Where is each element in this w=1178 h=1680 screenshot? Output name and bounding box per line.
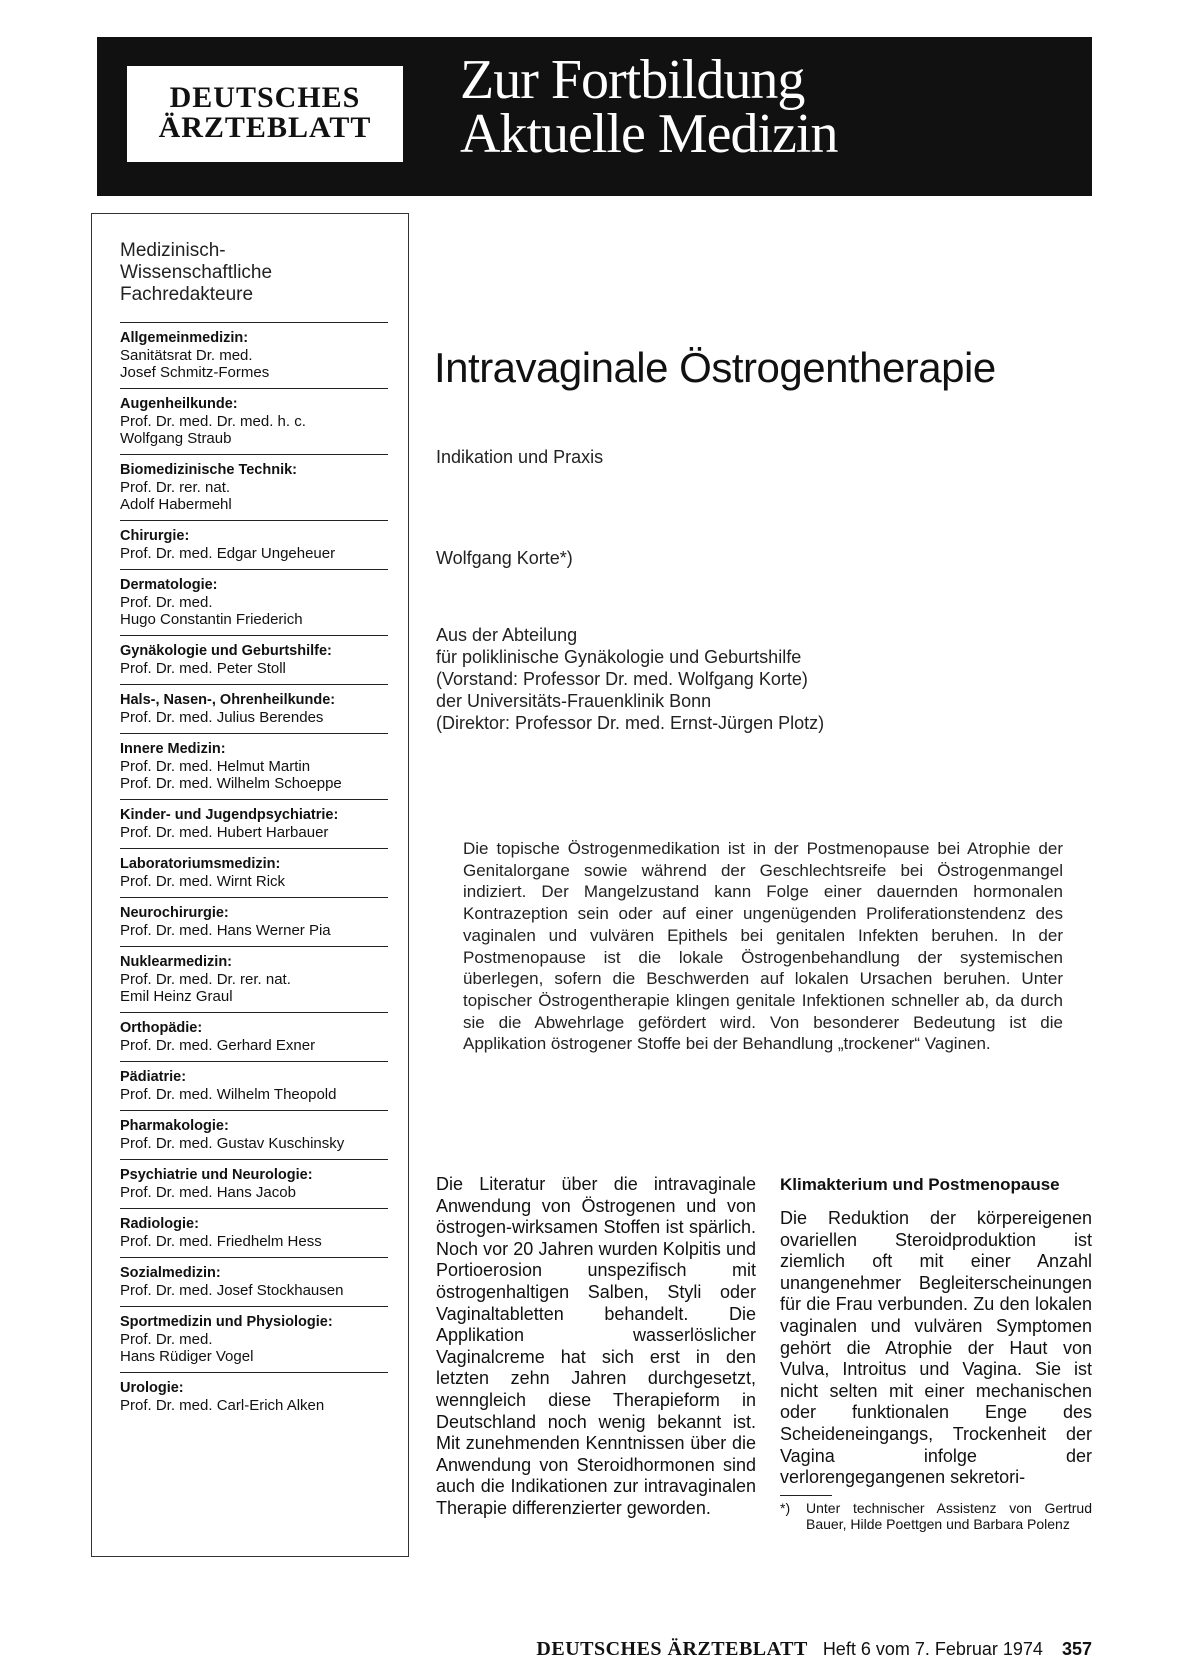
editor-field: Radiologie:	[120, 1216, 199, 1232]
editor-name: Prof. Dr. med. Hubert Harbauer	[120, 824, 329, 841]
section-heading: Klimakterium und Postmenopause	[780, 1175, 1060, 1194]
affiliation-line: (Direktor: Professor Dr. med. Ernst-Jürgen Plotz)	[436, 713, 825, 733]
body-column-2	[780, 1174, 1092, 1532]
section-title-line-1: Zur Fortbildung	[460, 49, 805, 111]
section-title-line-2: Aktuelle Medizin	[460, 103, 838, 165]
editor-field: Urologie:	[120, 1380, 184, 1396]
editor-entry	[120, 322, 388, 388]
article-title: Intravaginale Östrogentherapie	[434, 344, 996, 391]
editor-name: Josef Schmitz-Formes	[120, 364, 270, 381]
page-number: 357	[1061, 1639, 1092, 1659]
editor-entry	[120, 946, 388, 1012]
editor-name: Prof. Dr. med. Friedhelm Hess	[120, 1233, 322, 1250]
section-title	[460, 49, 838, 165]
editor-entry	[120, 1306, 388, 1372]
editor-name: Prof. Dr. med. Carl-Erich Alken	[120, 1397, 325, 1414]
editor-name: Prof. Dr. med. Wilhelm Theopold	[120, 1086, 337, 1103]
editor-name: Prof. Dr. med. Hans Werner Pia	[120, 922, 331, 939]
editors-sidebar	[91, 213, 409, 1557]
editor-entry	[120, 1159, 388, 1208]
editor-field: Laboratoriumsmedizin:	[120, 856, 281, 872]
editor-field: Augenheilkunde:	[120, 396, 238, 412]
editors-heading	[120, 240, 380, 306]
header-banner	[97, 37, 1092, 196]
editor-name: Prof. Dr. med. Wirnt Rick	[120, 873, 286, 890]
editor-name: Prof. Dr. med. Josef Stockhausen	[120, 1282, 344, 1299]
footer-journal: DEUTSCHES ÄRZTEBLATT	[536, 1638, 808, 1660]
editors-heading-line: Medizinisch-	[120, 240, 226, 261]
editor-field: Hals-, Nasen-, Ohrenheilkunde:	[120, 692, 336, 708]
editor-field: Orthopädie:	[120, 1020, 203, 1036]
article-author: Wolfgang Korte*)	[436, 548, 573, 568]
editor-entry	[120, 635, 388, 684]
editor-field: Chirurgie:	[120, 528, 190, 544]
affiliation-line: für poliklinische Gynäkologie und Geburtshilfe	[436, 647, 802, 667]
editor-entry	[120, 569, 388, 635]
editor-name: Prof. Dr. med. Helmut Martin	[120, 758, 311, 775]
logo-line-1: DEUTSCHES	[169, 81, 361, 114]
editor-name: Prof. Dr. med. Gustav Kuschinsky	[120, 1135, 345, 1152]
editor-name: Prof. Dr. med. Edgar Ungeheuer	[120, 545, 336, 562]
footnote-divider	[780, 1495, 832, 1496]
editor-name: Emil Heinz Graul	[120, 988, 233, 1005]
editor-entry	[120, 1012, 388, 1061]
editor-name: Prof. Dr. rer. nat.	[120, 479, 231, 496]
editor-entry	[120, 684, 388, 733]
editor-entry	[120, 1372, 388, 1421]
editor-field: Innere Medizin:	[120, 741, 226, 757]
editors-heading-line: Wissenschaftliche	[120, 262, 273, 283]
editor-entry	[120, 1110, 388, 1159]
affiliation-line: der Universitäts-Frauenklinik Bonn	[436, 691, 712, 711]
editor-field: Sportmedizin und Physiologie:	[120, 1314, 333, 1330]
editor-entry	[120, 848, 388, 897]
editor-name: Prof. Dr. med. Gerhard Exner	[120, 1037, 316, 1054]
editor-entry	[120, 799, 388, 848]
editor-entry	[120, 520, 388, 569]
editor-entry	[120, 388, 388, 454]
editor-field: Kinder- und Jugendpsychiatrie:	[120, 807, 339, 823]
editor-name: Prof. Dr. med.	[120, 594, 213, 611]
editor-field: Neurochirurgie:	[120, 905, 229, 921]
editors-heading-line: Fachredakteure	[120, 284, 254, 305]
editor-name: Adolf Habermehl	[120, 496, 232, 513]
affiliation-line: (Vorstand: Professor Dr. med. Wolfgang Korte)	[436, 669, 808, 689]
editor-entry	[120, 733, 388, 799]
logo-line-2: ÄRZTEBLATT	[158, 111, 372, 144]
editor-field: Nuklearmedizin:	[120, 954, 232, 970]
footnote	[780, 1500, 1092, 1532]
article-abstract: Die topische Östrogenmedikation ist in der Postmenopause bei Atrophie der Genitalorgane sowie während der Geschlechtsreife bei Östrogenmangel indiziert. Der Mangelzustand kann Folge einer dauernden hormonalen Kontrazeption sein oder auf einer ungenügenden Proliferationstendenz des vaginalen und vulvären Epithels bei genitalen Infekten beruhen. In der Postmenopause ist die lokale Östrogenbehandlung der systemischen überlegen, sofern die Beschwerden auf lokalen Ursachen beruhen. Unter topischer Östrogentherapie klingen genitale Infektionen schneller ab, da durch sie die Abwehrlage gefördert wird. Von besonderer Bedeutung ist die Applikation östrogener Stoffe bei der Behandlung „trockener“ Vaginen.	[463, 839, 1063, 1054]
editor-entry	[120, 1257, 388, 1306]
footer-issue: Heft 6 vom 7. Februar 1974	[822, 1639, 1043, 1659]
footnote-mark: *)	[780, 1499, 791, 1516]
editor-entry	[120, 897, 388, 946]
editor-name: Prof. Dr. med. Dr. rer. nat.	[120, 971, 291, 988]
editor-name: Hans Rüdiger Vogel	[120, 1348, 254, 1365]
body-column-1	[436, 1174, 756, 1520]
affiliation-line: Aus der Abteilung	[436, 625, 578, 645]
editor-field: Dermatologie:	[120, 577, 218, 593]
editor-field: Biomedizinische Technik:	[120, 462, 297, 478]
body-paragraph: Die Literatur über die intravaginale Anwendung von Östrogenen und von östrogen-wirksamen Stoffen ist spärlich. Noch vor 20 Jahren wurden Kolpitis und Portioerosion unspezifisch mit östrogenhaltigen Salben, Styli oder Vaginaltabletten behandelt. Die Applikation wasserlöslicher Vaginalcreme hat sich erst in den letzten zehn Jahren durchgesetzt, wenngleich diese Therapieform in Deutschland noch wenig bekannt ist. Mit zunehmenden Kenntnissen über die Anwendung von Steroidhormonen sind auch die Indikationen zur intravaginalen Therapie differenzierter geworden.	[436, 1174, 756, 1518]
editor-name: Wolfgang Straub	[120, 430, 232, 447]
editor-field: Pädiatrie:	[120, 1069, 187, 1085]
editor-name: Sanitätsrat Dr. med.	[120, 347, 253, 364]
body-paragraph: Die Reduktion der körpereigenen ovariellen Steroidproduktion ist ziemlich oft mit einer Anzahl unangenehmer Begleiterscheinungen für die Frau verbunden. Zu den lokalen vaginalen und vulvären Symptomen gehört die Atrophie der Haut von Vulva, Introitus und Vagina. Sie ist nicht selten mit einer mechanischen oder funktionalen Enge des Scheideneingangs, Trockenheit der Vagina infolge der verlorengegangenen sekretori-	[780, 1208, 1092, 1488]
editor-name: Hugo Constantin Friederich	[120, 611, 303, 628]
footnote-text: Unter technischer Assistenz von Gertrud Bauer, Hilde Poettgen und Barbara Polenz	[806, 1499, 1092, 1532]
editor-entry	[120, 1061, 388, 1110]
page-footer	[536, 1638, 1092, 1660]
editor-field: Gynäkologie und Geburtshilfe:	[120, 643, 332, 659]
editor-name: Prof. Dr. med. Peter Stoll	[120, 660, 286, 677]
article-affiliation	[436, 624, 824, 734]
editor-name: Prof. Dr. med. Julius Berendes	[120, 709, 324, 726]
editor-field: Psychiatrie und Neurologie:	[120, 1167, 313, 1183]
editor-entry	[120, 1208, 388, 1257]
editors-list	[120, 322, 388, 1421]
editor-field: Allgemeinmedizin:	[120, 330, 249, 346]
editor-field: Pharmakologie:	[120, 1118, 229, 1134]
editor-name: Prof. Dr. med. Hans Jacob	[120, 1184, 296, 1201]
editor-entry	[120, 454, 388, 520]
article-subtitle: Indikation und Praxis	[436, 447, 604, 467]
editor-field: Sozialmedizin:	[120, 1265, 221, 1281]
editor-name: Prof. Dr. med. Wilhelm Schoeppe	[120, 775, 342, 792]
journal-logo	[125, 64, 405, 164]
editor-name: Prof. Dr. med.	[120, 1331, 213, 1348]
editor-name: Prof. Dr. med. Dr. med. h. c.	[120, 413, 306, 430]
